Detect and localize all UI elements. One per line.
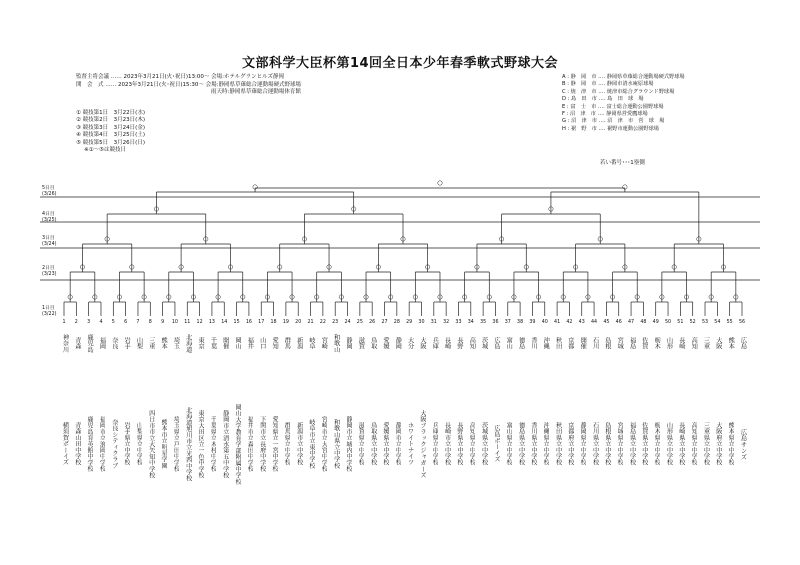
team-number: 1 [62, 320, 66, 325]
page-title: 文部科学大臣杯第14回全日本少年春季軟式野球大会 [241, 56, 559, 71]
team-name: 山形県立中学校 [665, 422, 673, 466]
team-prefecture: 奈良 [110, 336, 118, 350]
info-line: 開 会 式 ‥‥‥ 2023年3月21日(火･祝日)15:30～ 会場:静岡県草薙総合運動場硬式野球場 [76, 81, 302, 88]
team-prefecture: 広島 [739, 336, 747, 350]
team-name: 富山県立中学校 [505, 422, 513, 466]
info-line: 雨天時:静岡県草薙総合運動場体育館 [211, 89, 301, 96]
team-number: 7 [136, 320, 140, 325]
team-name: 愛媛県立中学校 [382, 422, 389, 466]
team-name: 広島ボーイズ [492, 425, 500, 463]
team-prefecture: 福岡 [98, 336, 106, 350]
team-number: 48 [640, 320, 647, 325]
team-prefecture: 京都 [566, 336, 574, 350]
team-name: 熊本市立明星学園 [160, 419, 168, 469]
team-prefecture: 高知 [468, 336, 476, 350]
team-number: 42 [566, 320, 573, 325]
team-prefecture: 福井 [246, 336, 254, 350]
team-prefecture: 山梨 [135, 336, 143, 350]
team-number: 2 [74, 320, 78, 325]
team-number: 38 [517, 320, 524, 325]
team-name: 千葉県立木村中学校 [209, 416, 217, 472]
team-prefecture: 島根 [603, 336, 611, 350]
team-prefecture: 和歌山 [332, 333, 340, 353]
team-number: 16 [245, 320, 252, 325]
team-number: 45 [603, 320, 610, 325]
team-number: 51 [677, 320, 684, 325]
venue-item: A : 静 岡 市 ‥‥ 静岡県草薙総合運動場硬式野球場 [562, 74, 685, 80]
team-prefecture: 鳥取 [369, 336, 377, 350]
team-number: 10 [171, 320, 178, 325]
team-prefecture: 滋賀 [357, 336, 365, 350]
team-name: 静岡市立中学校 [394, 422, 402, 466]
team-name: 山梨県立中学校 [135, 422, 143, 466]
team-prefecture: 岡山 [234, 336, 242, 350]
team-prefecture: 長野 [455, 336, 463, 350]
team-prefecture: 群馬 [283, 336, 291, 350]
team-number: 20 [295, 320, 302, 325]
info-line: 監督主将会議 ‥‥‥ 2023年3月21日(火･祝日)13:00～ 会場:ホテルグランヒルズ静岡 [76, 74, 284, 80]
team-number: 5 [111, 320, 115, 325]
team-name: 北海道旭川市立光西中学校 [184, 406, 192, 482]
team-prefecture: 三重 [147, 336, 155, 350]
team-name: 宮崎市立大宮中学校 [320, 416, 328, 472]
venue-item: D : 島 田 市 ‥‥ 島 田 球 場 [562, 96, 644, 103]
team-name: 兵庫県立中学校 [431, 422, 439, 466]
team-number: 22 [319, 320, 326, 325]
team-number: 17 [258, 320, 265, 325]
team-name: 下関市立長府中学校 [258, 416, 266, 472]
team-name: 四日市市立大矢知中学校 [147, 409, 155, 479]
schedule-item: ② 競技第2日 3月23日(木) [76, 117, 145, 124]
schedule-item: ③ 競技第3日 3月24日(金) [76, 124, 145, 131]
team-number: 8 [148, 320, 152, 325]
schedule-note: ※①～⑤は競技日 [84, 147, 126, 154]
team-name: 和歌山県立中学校 [332, 419, 340, 469]
team-number: 14 [221, 320, 228, 325]
team-prefecture: 新潟 [295, 336, 303, 350]
team-name: 熊本県立中学校 [727, 422, 735, 466]
team-name: 滋賀県立中学校 [357, 422, 365, 466]
team-name: 京都府立中学校 [566, 422, 574, 466]
team-number: 53 [701, 320, 709, 325]
team-number: 33 [455, 320, 462, 325]
team-number: 29 [406, 320, 413, 325]
team-number: 28 [393, 320, 400, 325]
team-name: 宮城県立中学校 [616, 422, 624, 466]
team-number: 15 [233, 320, 240, 325]
team-name: 広島サンズ [739, 428, 747, 460]
team-number: 39 [529, 320, 536, 325]
team-prefecture: 鹿児島 [86, 333, 94, 353]
team-prefecture: 福島 [628, 336, 636, 350]
match-marker [438, 181, 442, 185]
team-prefecture: 長崎 [443, 336, 451, 350]
team-prefecture: 開催 [579, 336, 587, 350]
team-number: 13 [208, 320, 215, 325]
schedule-item: ⑤ 競技第5日 3月26日(日) [76, 139, 145, 146]
team-number: 36 [492, 320, 499, 325]
venue-item: H : 裾 野 市 ‥‥ 裾野市運動公園野球場 [562, 125, 659, 132]
team-name: 岩手県立中学校 [123, 422, 131, 466]
team-prefecture: 沖縄 [542, 336, 550, 350]
team-name: 香川県立中学校 [529, 422, 537, 466]
team-prefecture: 秋田 [554, 336, 562, 350]
schedule-item: ① 競技第1日 3月22日(水) [76, 110, 145, 116]
team-prefecture: 大阪 [714, 336, 722, 350]
team-name: 三重県立中学校 [702, 422, 710, 466]
team-prefecture: 愛媛 [382, 336, 389, 350]
team-name: 岐阜市立東中学校 [308, 419, 316, 469]
team-name: 新潟市立中学校 [295, 422, 303, 466]
team-prefecture: 岐阜 [308, 336, 316, 350]
team-number: 30 [418, 320, 425, 325]
team-number: 49 [652, 320, 659, 325]
team-name: 鳥取県立中学校 [369, 422, 377, 466]
team-name: 佐賀県立中学校 [640, 422, 648, 466]
team-number: 40 [541, 320, 548, 325]
team-number: 52 [689, 320, 696, 325]
team-number: 19 [282, 320, 289, 325]
team-name: 大阪ブラックジャガーズ [418, 409, 426, 479]
venue-item: B : 静 岡 市 ‥‥ 静岡市清水庵原球場 [562, 81, 654, 88]
team-prefecture: 熊本 [160, 336, 168, 350]
team-number: 41 [554, 320, 561, 325]
team-number: 32 [443, 320, 450, 325]
team-prefecture: 富山 [505, 336, 513, 350]
team-prefecture: 徳島 [517, 336, 525, 350]
team-number: 31 [430, 320, 437, 325]
team-number: 37 [504, 320, 511, 325]
team-name: 静岡県立中学校 [579, 422, 587, 466]
team-prefecture: 広島 [492, 336, 500, 350]
team-name: 長崎市立中学校 [443, 422, 451, 466]
team-name: 栃木県立中学校 [653, 422, 661, 466]
team-number: 4 [99, 320, 103, 325]
team-prefecture: 神奈川 [61, 333, 69, 353]
venue-item: G : 沼 津 市 ‥‥ 沼 津 市 営 球 場 [562, 118, 665, 125]
team-prefecture: 高知 [690, 336, 698, 350]
team-name: 静岡市立清水第五中学校 [221, 409, 229, 479]
team-name: 青森山田中学校 [73, 422, 81, 466]
team-name: ホワイトナイツ [406, 422, 414, 466]
team-number: 44 [591, 320, 598, 325]
team-number: 12 [196, 320, 203, 325]
team-name: 愛知県立一宮中学校 [271, 416, 279, 472]
team-number: 34 [467, 320, 474, 325]
round-label-4: 4日目 (3/25) [42, 212, 57, 223]
team-number: 18 [270, 320, 277, 325]
team-name: 横須賀ボーイズ [61, 422, 69, 466]
team-name: 茨城県立中学校 [480, 422, 488, 466]
team-name: 徳島県立中学校 [517, 422, 525, 466]
round-label-3: 3日目 (3/24) [42, 236, 57, 247]
team-name: 静岡市立城内中学校 [345, 416, 353, 472]
team-number: 54 [714, 320, 721, 325]
team-prefecture: 埼玉 [172, 336, 180, 350]
team-prefecture: 兵庫 [431, 336, 439, 350]
team-number: 26 [369, 320, 376, 325]
team-name: 岡山大学教育学部附属中学校 [234, 403, 242, 485]
team-number: 47 [627, 320, 635, 325]
team-prefecture: 開催 [221, 336, 229, 350]
team-prefecture: 栃木 [653, 336, 661, 350]
team-number: 50 [664, 320, 672, 325]
round-label-2: 2日目 (3/23) [42, 266, 57, 277]
team-prefecture: 茨城 [480, 336, 488, 350]
team-name: 群馬県立中学校 [283, 422, 291, 466]
team-prefecture: 佐賀 [640, 336, 648, 350]
team-prefecture: 山口 [258, 336, 266, 350]
team-number: 55 [726, 320, 733, 325]
team-name: 奈良シティクラブ [110, 419, 118, 469]
team-prefecture: 宮城 [616, 336, 624, 350]
team-prefecture: 香川 [529, 336, 537, 350]
schedule-item: ④ 競技第4日 3月25日(土) [76, 132, 145, 139]
team-prefecture: 大阪 [418, 336, 426, 350]
team-number: 23 [332, 320, 339, 325]
venue-item: E : 富 士 市 ‥‥ 富士総合運動公園野球場 [562, 103, 664, 110]
team-name: 秋田県立中学校 [554, 422, 562, 466]
team-number: 25 [356, 320, 363, 325]
team-number: 43 [578, 320, 585, 325]
team-prefecture: 東京 [197, 336, 205, 350]
team-name: 高知県立中学校 [690, 422, 698, 466]
team-number: 6 [124, 320, 128, 325]
team-prefecture: 三重 [702, 336, 710, 350]
team-prefecture: 愛知 [271, 336, 279, 350]
side-note: 若い番号･･･1塁側 [600, 160, 645, 166]
team-name: 鹿児島育英館中学校 [86, 416, 94, 472]
team-name: 長野県立中学校 [455, 422, 463, 466]
venue-item: F : 沼 津 市 ‥‥ 静岡県営愛鷹球場 [562, 111, 648, 118]
team-name: 大阪府立中学校 [714, 422, 722, 466]
round-label-5: 5日目 (3/26) [42, 186, 57, 197]
team-prefecture: 山形 [665, 336, 673, 350]
team-number: 21 [307, 320, 314, 325]
team-name: 福井市立森田中学校 [246, 416, 254, 472]
venue-item: C : 焼 津 市 ‥‥ 焼津市総合グラウンド野球場 [562, 88, 675, 95]
team-name: 高知県立中学校 [468, 422, 476, 466]
team-number: 11 [184, 320, 191, 325]
team-prefecture: 北海道 [184, 333, 192, 353]
team-name: 石川県立中学校 [591, 422, 599, 466]
team-prefecture: 静岡 [394, 336, 402, 350]
team-number: 56 [738, 320, 746, 325]
team-number: 9 [161, 320, 165, 325]
team-number: 46 [615, 320, 622, 325]
team-prefecture: 青森 [73, 336, 81, 350]
team-prefecture: 岩手 [123, 336, 131, 350]
team-name: 沖縄県立中学校 [542, 422, 550, 466]
team-prefecture: 長崎 [677, 336, 685, 350]
team-prefecture: 大分 [406, 336, 414, 350]
team-name: 福島県立中学校 [628, 422, 636, 466]
team-name: 福岡市立浪岡中学校 [98, 416, 106, 472]
team-name: 長崎県立中学校 [677, 422, 685, 466]
team-name: 東京大田区立一色中学校 [197, 409, 205, 479]
team-name: 埼玉県立戸田中学校 [172, 416, 180, 472]
team-prefecture: 千葉 [209, 336, 217, 350]
team-prefecture: 石川 [591, 336, 599, 350]
round-label-1: 1日目 (3/22) [42, 306, 57, 317]
team-number: 35 [480, 320, 487, 325]
team-prefecture: 静岡 [345, 336, 353, 350]
team-prefecture: 熊本 [727, 336, 735, 350]
team-number: 27 [381, 320, 388, 325]
team-number: 24 [344, 320, 351, 325]
team-number: 3 [87, 320, 91, 325]
team-prefecture: 宮崎 [320, 336, 328, 350]
team-name: 島根県立中学校 [603, 422, 611, 466]
